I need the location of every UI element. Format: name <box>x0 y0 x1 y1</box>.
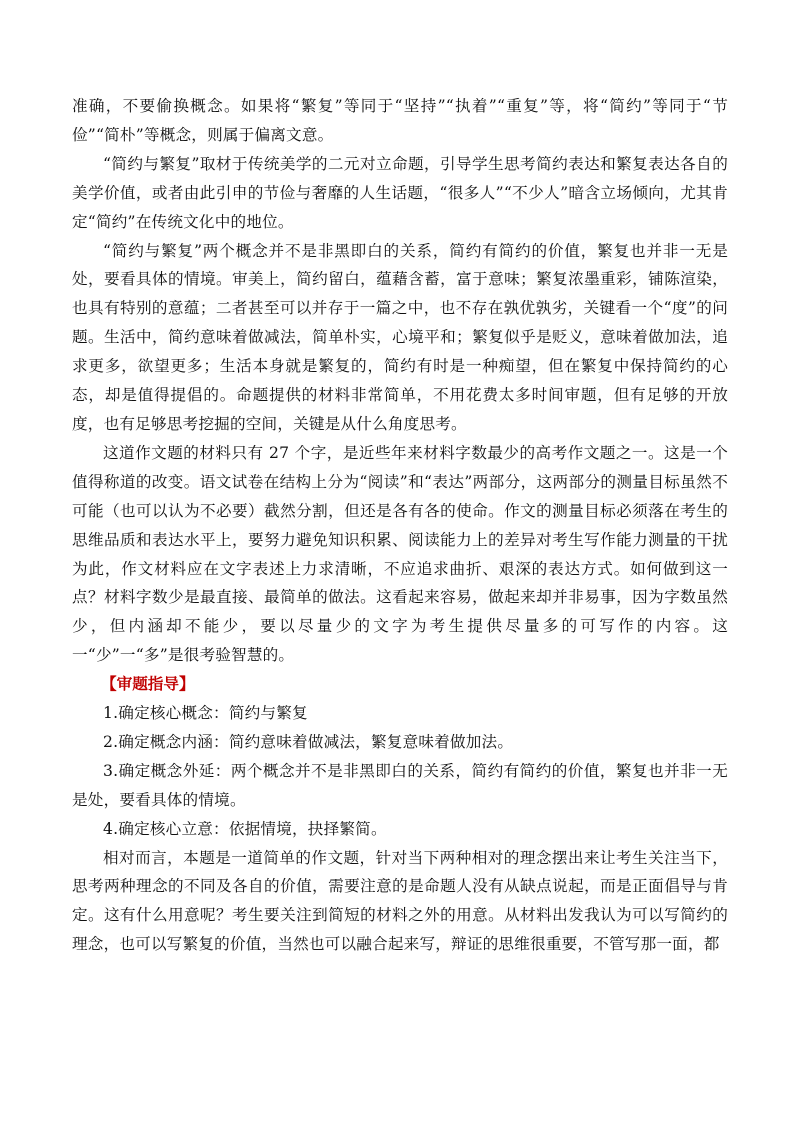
paragraph-material-length: 这道作文题的材料只有 27 个字，是近些年来材料字数最少的高考作文题之一。这是一个值得称道的改变。语文试卷在结构上分为“阅读”和“表达”两部分，这两部分的测量目标虽然不可能（也可以认为不必要）截然分割，但还是各有各的使命。作文的测量目标必须落在考生的思维品质和表达水平上，要努力避免知识积累、阅读能力上的差异对考生写作能力测量的干扰 为此，作文材料应在文字表述上力求清晰，不应追求曲折、艰深的表达方式。如何做到这一点？材料字数少是最直接、最简单的做法。这看起来容易，做起来却并非易事，因为字数虽然少，但内涵却不能少，要以尽量少的文字为考生提供尽量多的可写作的内容。这一“少”一“多”是很考验智慧的。 <box>72 443 728 665</box>
document-page <box>72 92 728 959</box>
paragraph-topic-analysis: “简约与繁复”取材于传统美学的二元对立命题，引导学生思考简约表达和繁复表达各自的美学价值，或者由此引申的节俭与奢靡的人生话题，“很多人”“不少人”暗含立场倾向，尤其肯定“简约”在传统文化中的地位。 <box>72 154 728 231</box>
guide-item-3: 3.确定概念外延：两个概念并不是非黑即白的关系，简约有简约的价值，繁复也并非一无是处，要看具体的情境。 <box>72 761 728 809</box>
section-heading: 【审题指导】 <box>101 674 195 694</box>
paragraph-concept-relation: “简约与繁复”两个概念并不是非黑即白的关系，简约有简约的价值，繁复也并非一无是处，要看具体的情境。审美上，简约留白，蕴藉含蓄，富于意味；繁复浓墨重彩，铺陈渲染，也具有特别的意蕴；二者甚至可以并存于一篇之中，也不存在孰优孰劣，关键看一个“度”的问题。生活中，简约意味着做减法，简单朴实，心境平和；繁复似乎是贬义，意味着做加法，追求更多，欲望更多；生活本身就是繁复的，简约有时是一种痴望，但在繁复中保持简约的心态，却是值得提倡的。命题提供的材料非常简单，不用花费太多时间审题，但有足够的开放度，也有足够思考挖掘的空间，关键是从什么角度思考。 <box>72 241 728 433</box>
paragraph-conclusion: 相对而言，本题是一道简单的作文题，针对当下两种相对的理念摆出来让考生关注当下，思考两种理念的不同及各自的价值，需要注意的是命题人没有从缺点说起，而是正面倡导与肯定。这有什么用意呢？考生要关注到简短的材料之外的用意。从材料出发我认为可以写简约的理念，也可以写繁复的价值，当然也可以融合起来写，辩证的思维很重要，不管写那一面，都 <box>72 848 728 954</box>
guide-item-2: 2.确定概念内涵：简约意味着做减法，繁复意味着做加法。 <box>103 732 514 751</box>
paragraph-continuation: 准确，不要偷换概念。如果将“繁复”等同于“坚持”“执着”“重复”等，将“简约”等同于“节俭”“简朴”等概念，则属于偏离文意。 <box>72 97 728 144</box>
guide-item-1: 1.确定核心概念：简约与繁复 <box>103 704 308 723</box>
guide-item-4: 4.确定核心立意：依据情境，抉择繁简。 <box>103 819 387 838</box>
